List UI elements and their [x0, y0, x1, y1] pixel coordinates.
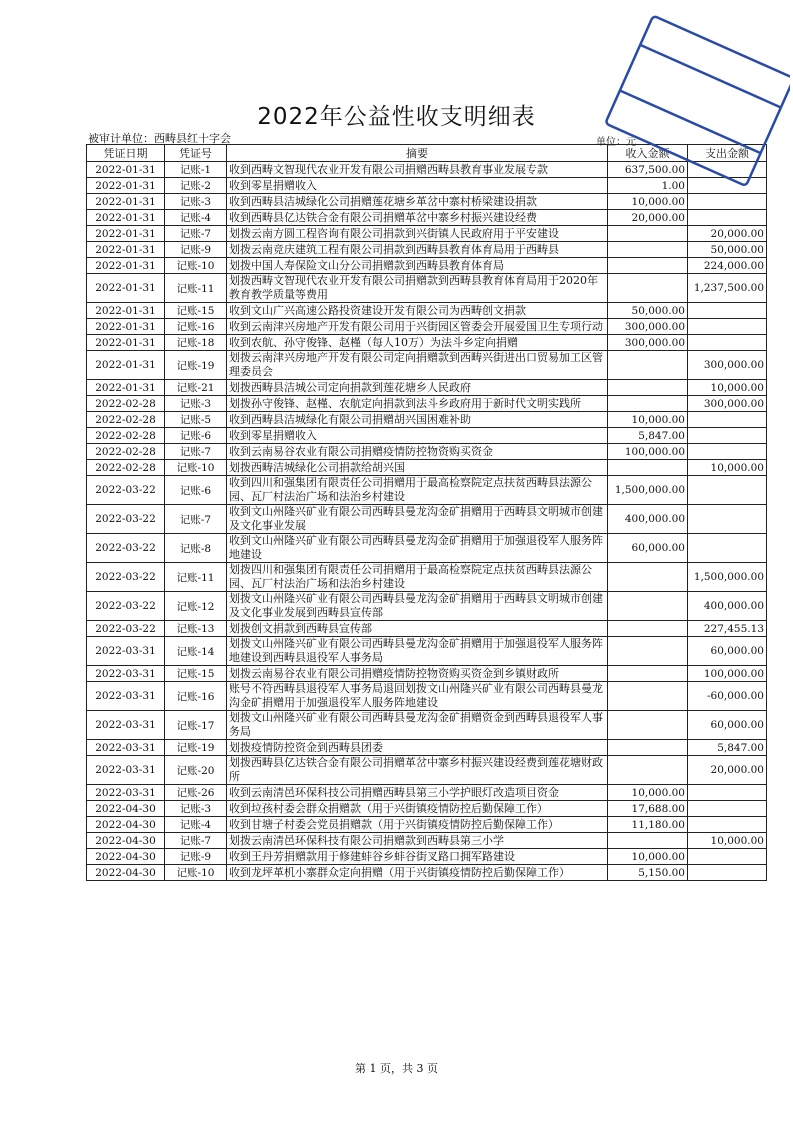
table-row — [87, 178, 767, 194]
table-row — [87, 817, 767, 833]
row-expense — [688, 319, 767, 335]
row-voucher: 记账-15 — [165, 303, 227, 319]
row-voucher: 记账-12 — [165, 592, 227, 621]
table-row — [87, 534, 767, 563]
row-income — [608, 226, 688, 242]
row-date: 2022-03-22 — [87, 505, 165, 534]
row-expense — [688, 476, 767, 505]
table-row — [87, 428, 767, 444]
table-row — [87, 162, 767, 178]
row-income: 5,150.00 — [608, 865, 688, 881]
row-expense — [688, 785, 767, 801]
row-expense — [688, 412, 767, 428]
row-summary: 划拨孙守俊锋、赵槿、农航定向捐款到法斗乡政府用于新时代文明实践所 — [227, 396, 608, 412]
table-row — [87, 740, 767, 756]
row-voucher: 记账-10 — [165, 460, 227, 476]
table-row — [87, 849, 767, 865]
row-date: 2022-01-31 — [87, 242, 165, 258]
row-summary: 收到四川和强集团有限责任公司捐赠用于最高检察院定点扶贫西畴县法源公园、瓦厂村法治广场和法治乡村建设 — [227, 476, 608, 505]
row-income: 400,000.00 — [608, 505, 688, 534]
row-income: 50,000.00 — [608, 303, 688, 319]
ledger-body — [87, 162, 767, 881]
row-summary: 收到云南易谷农业有限公司捐赠疫情防控物资购买资金 — [227, 444, 608, 460]
row-summary: 收到垃孩村委会群众捐赠款（用于兴街镇疫情防控后勤保障工作） — [227, 801, 608, 817]
row-date: 2022-01-31 — [87, 335, 165, 351]
table-row — [87, 666, 767, 682]
row-date: 2022-01-31 — [87, 351, 165, 380]
table-row — [87, 242, 767, 258]
row-date: 2022-02-28 — [87, 396, 165, 412]
table-row — [87, 335, 767, 351]
table-row — [87, 380, 767, 396]
table-row — [87, 682, 767, 711]
row-summary: 划拨创文捐款到西畴县宣传部 — [227, 621, 608, 637]
row-expense: -60,000.00 — [688, 682, 767, 711]
row-date: 2022-03-22 — [87, 534, 165, 563]
row-voucher: 记账-16 — [165, 682, 227, 711]
row-summary: 收到零星捐赠收入 — [227, 428, 608, 444]
row-date: 2022-04-30 — [87, 865, 165, 881]
row-expense — [688, 534, 767, 563]
row-income — [608, 258, 688, 274]
row-date: 2022-02-28 — [87, 444, 165, 460]
header-voucher: 凭证号 — [165, 145, 227, 162]
row-income: 10,000.00 — [608, 785, 688, 801]
row-date: 2022-03-22 — [87, 563, 165, 592]
row-summary: 划拨云南易谷农业有限公司捐赠疫情防控物资购买资金到乡镇财政所 — [227, 666, 608, 682]
row-voucher: 记账-2 — [165, 178, 227, 194]
row-voucher: 记账-7 — [165, 226, 227, 242]
row-date: 2022-01-31 — [87, 258, 165, 274]
row-expense — [688, 444, 767, 460]
row-voucher: 记账-9 — [165, 849, 227, 865]
row-date: 2022-01-31 — [87, 226, 165, 242]
row-date: 2022-04-30 — [87, 801, 165, 817]
row-date: 2022-02-28 — [87, 412, 165, 428]
table-row — [87, 210, 767, 226]
row-date: 2022-04-30 — [87, 849, 165, 865]
row-income — [608, 460, 688, 476]
row-date: 2022-04-30 — [87, 817, 165, 833]
header-summary: 摘要 — [227, 145, 608, 162]
row-voucher: 记账-3 — [165, 396, 227, 412]
table-row — [87, 396, 767, 412]
row-income — [608, 274, 688, 303]
row-voucher: 记账-7 — [165, 505, 227, 534]
row-voucher: 记账-11 — [165, 563, 227, 592]
row-date: 2022-03-31 — [87, 682, 165, 711]
table-row — [87, 258, 767, 274]
row-summary: 收到文山州隆兴矿业有限公司西畴县曼龙沟金矿捐赠用于西畴县文明城市创建及文化事业发展 — [227, 505, 608, 534]
row-income — [608, 396, 688, 412]
row-summary: 划拨云南津兴房地产开发有限公司定向捐赠款到西畴兴街进出口贸易加工区管理委员会 — [227, 351, 608, 380]
row-expense: 20,000.00 — [688, 756, 767, 785]
row-voucher: 记账-3 — [165, 194, 227, 210]
row-voucher: 记账-10 — [165, 865, 227, 881]
row-summary: 划拨文山州隆兴矿业有限公司西畴县曼龙沟金矿捐赠用于西畴县文明城市创建及文化事业发展到西畴县宣传部 — [227, 592, 608, 621]
row-summary: 收到农航、孙守俊锋、赵槿（每人10万）为法斗乡定向捐赠 — [227, 335, 608, 351]
table-row — [87, 303, 767, 319]
row-summary: 划拨文山州隆兴矿业有限公司西畴县曼龙沟金矿捐赠用于加强退役军人服务阵地建设到西畴县退役军人事务局 — [227, 637, 608, 666]
row-summary: 划拨云南方圆工程咨询有限公司捐款到兴街镇人民政府用于平安建设 — [227, 226, 608, 242]
row-voucher: 记账-8 — [165, 534, 227, 563]
row-summary: 收到甘塘子村委会党员捐赠款（用于兴街镇疫情防控后勤保障工作） — [227, 817, 608, 833]
row-expense: 20,000.00 — [688, 226, 767, 242]
table-row — [87, 274, 767, 303]
row-summary: 划拨西畴县洁城公司定向捐款到莲花塘乡人民政府 — [227, 380, 608, 396]
row-income — [608, 592, 688, 621]
ledger-table — [86, 144, 767, 881]
row-income: 20,000.00 — [608, 210, 688, 226]
table-row — [87, 756, 767, 785]
row-expense — [688, 303, 767, 319]
row-income — [608, 682, 688, 711]
table-row — [87, 865, 767, 881]
table-row — [87, 412, 767, 428]
row-date: 2022-03-31 — [87, 756, 165, 785]
row-expense — [688, 194, 767, 210]
row-expense: 50,000.00 — [688, 242, 767, 258]
row-summary: 收到龙坪革机小寨群众定向捐赠（用于兴街镇疫情防控后勤保障工作） — [227, 865, 608, 881]
row-expense: 100,000.00 — [688, 666, 767, 682]
row-expense — [688, 335, 767, 351]
row-income — [608, 833, 688, 849]
row-expense — [688, 505, 767, 534]
row-voucher: 记账-6 — [165, 476, 227, 505]
row-voucher: 记账-7 — [165, 444, 227, 460]
row-voucher: 记账-19 — [165, 740, 227, 756]
row-voucher: 记账-9 — [165, 242, 227, 258]
row-summary: 收到文山州隆兴矿业有限公司西畴县曼龙沟金矿捐赠用于加强退役军人服务阵地建设 — [227, 534, 608, 563]
row-expense: 300,000.00 — [688, 396, 767, 412]
row-income: 11,180.00 — [608, 817, 688, 833]
row-income — [608, 621, 688, 637]
table-header-row — [87, 145, 767, 162]
table-row — [87, 563, 767, 592]
row-date: 2022-03-31 — [87, 785, 165, 801]
row-summary: 收到零星捐赠收入 — [227, 178, 608, 194]
table-row — [87, 785, 767, 801]
row-summary: 收到王丹芳捐赠款用于修建蚌谷乡蚌谷街叉路口拥军路建设 — [227, 849, 608, 865]
table-row — [87, 592, 767, 621]
header-date: 凭证日期 — [87, 145, 165, 162]
row-expense — [688, 865, 767, 881]
row-income: 17,688.00 — [608, 801, 688, 817]
row-expense — [688, 178, 767, 194]
row-income: 300,000.00 — [608, 335, 688, 351]
row-summary: 划拨西畴县亿达铁合金有限公司捐赠革岔中寨乡村振兴建设经费到莲花塘财政所 — [227, 756, 608, 785]
table-row — [87, 476, 767, 505]
row-date: 2022-03-31 — [87, 637, 165, 666]
row-expense: 1,237,500.00 — [688, 274, 767, 303]
row-income — [608, 756, 688, 785]
row-income: 100,000.00 — [608, 444, 688, 460]
row-date: 2022-01-31 — [87, 178, 165, 194]
row-summary: 划拨四川和强集团有限责任公司捐赠用于最高检察院定点扶贫西畴县法源公园、瓦厂村法治广场和法治乡村建设 — [227, 563, 608, 592]
row-date: 2022-04-30 — [87, 833, 165, 849]
currency-unit-label: 单位：元 — [596, 137, 636, 148]
row-voucher: 记账-11 — [165, 274, 227, 303]
header-income: 收入金额 — [608, 145, 688, 162]
row-voucher: 记账-17 — [165, 711, 227, 740]
row-expense — [688, 162, 767, 178]
page-footer: 第 1 页，共 3 页 — [355, 1062, 438, 1075]
table-row — [87, 351, 767, 380]
row-expense — [688, 428, 767, 444]
row-voucher: 记账-7 — [165, 833, 227, 849]
row-income: 5,847.00 — [608, 428, 688, 444]
row-summary: 划拨云南竞庆建筑工程有限公司捐款到西畴县教育体育局用于西畴县 — [227, 242, 608, 258]
table-row — [87, 194, 767, 210]
row-expense: 5,847.00 — [688, 740, 767, 756]
row-voucher: 记账-18 — [165, 335, 227, 351]
row-expense: 10,000.00 — [688, 460, 767, 476]
row-summary: 划拨西畴文智现代农业开发有限公司捐赠款到西畴县教育体育局用于2020年教育教学质量等费用 — [227, 274, 608, 303]
row-voucher: 记账-1 — [165, 162, 227, 178]
row-voucher: 记账-3 — [165, 801, 227, 817]
table-row — [87, 460, 767, 476]
row-voucher: 记账-16 — [165, 319, 227, 335]
row-income — [608, 351, 688, 380]
row-income — [608, 380, 688, 396]
row-summary: 收到云南津兴房地产开发有限公司用于兴街园区管委会开展爱国卫生专项行动 — [227, 319, 608, 335]
row-expense — [688, 801, 767, 817]
row-income: 60,000.00 — [608, 534, 688, 563]
row-voucher: 记账-5 — [165, 412, 227, 428]
row-voucher: 记账-26 — [165, 785, 227, 801]
row-income: 10,000.00 — [608, 194, 688, 210]
row-expense: 60,000.00 — [688, 637, 767, 666]
row-summary: 划拨西畴洁城绿化公司捐款给胡兴国 — [227, 460, 608, 476]
row-income — [608, 563, 688, 592]
row-income — [608, 711, 688, 740]
row-voucher: 记账-10 — [165, 258, 227, 274]
row-date: 2022-03-22 — [87, 621, 165, 637]
page-title: 2022年公益性收支明细表 — [257, 104, 536, 130]
row-summary: 收到云南清邑环保科技公司捐赠西畴县第三小学护眼灯改造项目资金 — [227, 785, 608, 801]
row-date: 2022-01-31 — [87, 303, 165, 319]
row-summary: 划拨疫情防控资金到西畴县团委 — [227, 740, 608, 756]
table-row — [87, 319, 767, 335]
row-date: 2022-01-31 — [87, 210, 165, 226]
row-income — [608, 666, 688, 682]
row-expense: 1,500,000.00 — [688, 563, 767, 592]
row-summary: 收到西畴文智现代农业开发有限公司捐赠西畴县教育事业发展专款 — [227, 162, 608, 178]
row-summary: 划拨中国人寿保险文山分公司捐赠款到西畴县教育体育局 — [227, 258, 608, 274]
table-row — [87, 833, 767, 849]
row-income: 300,000.00 — [608, 319, 688, 335]
audited-unit-label: 被审计单位：西畴县红十字会 — [88, 132, 231, 145]
row-voucher: 记账-20 — [165, 756, 227, 785]
row-income: 10,000.00 — [608, 412, 688, 428]
row-summary: 划拨云南清邑环保科技有限公司捐赠款到西畴县第三小学 — [227, 833, 608, 849]
row-summary: 收到文山广兴高速公路投资建设开发有限公司为西畴创文捐款 — [227, 303, 608, 319]
row-voucher: 记账-15 — [165, 666, 227, 682]
row-date: 2022-01-31 — [87, 380, 165, 396]
row-expense: 227,455.13 — [688, 621, 767, 637]
row-expense: 10,000.00 — [688, 833, 767, 849]
row-voucher: 记账-13 — [165, 621, 227, 637]
row-date: 2022-03-22 — [87, 592, 165, 621]
row-summary: 收到西畴县洁城绿化有限公司捐赠胡兴国困难补助 — [227, 412, 608, 428]
table-row — [87, 444, 767, 460]
row-income: 1,500,000.00 — [608, 476, 688, 505]
row-expense: 10,000.00 — [688, 380, 767, 396]
row-expense: 224,000.00 — [688, 258, 767, 274]
row-expense — [688, 210, 767, 226]
row-date: 2022-03-31 — [87, 711, 165, 740]
row-date: 2022-02-28 — [87, 460, 165, 476]
table-row — [87, 637, 767, 666]
row-voucher: 记账-4 — [165, 817, 227, 833]
row-voucher: 记账-14 — [165, 637, 227, 666]
row-expense — [688, 817, 767, 833]
table-row — [87, 621, 767, 637]
row-date: 2022-03-31 — [87, 666, 165, 682]
row-date: 2022-02-28 — [87, 428, 165, 444]
row-income: 1.00 — [608, 178, 688, 194]
row-expense: 60,000.00 — [688, 711, 767, 740]
row-date: 2022-01-31 — [87, 319, 165, 335]
row-voucher: 记账-21 — [165, 380, 227, 396]
row-voucher: 记账-6 — [165, 428, 227, 444]
row-income — [608, 740, 688, 756]
row-income: 637,500.00 — [608, 162, 688, 178]
row-date: 2022-03-22 — [87, 476, 165, 505]
row-summary: 账号不符西畴县退役军人事务局退回划拨文山州隆兴矿业有限公司西畴县曼龙沟金矿捐赠用于加强退役军人服务阵地建设 — [227, 682, 608, 711]
row-voucher: 记账-4 — [165, 210, 227, 226]
row-date: 2022-01-31 — [87, 162, 165, 178]
row-income — [608, 637, 688, 666]
table-row — [87, 711, 767, 740]
header-expense: 支出金额 — [688, 145, 767, 162]
row-expense: 400,000.00 — [688, 592, 767, 621]
table-row — [87, 801, 767, 817]
row-date: 2022-01-31 — [87, 274, 165, 303]
table-row — [87, 226, 767, 242]
row-income — [608, 242, 688, 258]
row-summary: 划拨文山州隆兴矿业有限公司西畴县曼龙沟金矿捐赠资金到西畴县退役军人事务局 — [227, 711, 608, 740]
row-date: 2022-01-31 — [87, 194, 165, 210]
table-row — [87, 505, 767, 534]
row-expense — [688, 849, 767, 865]
row-voucher: 记账-19 — [165, 351, 227, 380]
row-expense: 300,000.00 — [688, 351, 767, 380]
row-summary: 收到西畴县洁城绿化公司捐赠莲花塘乡革岔中寨村桥梁建设捐款 — [227, 194, 608, 210]
row-income: 10,000.00 — [608, 849, 688, 865]
row-date: 2022-03-31 — [87, 740, 165, 756]
row-summary: 收到西畴县亿达铁合金有限公司捐赠革岔中寨乡村振兴建设经费 — [227, 210, 608, 226]
